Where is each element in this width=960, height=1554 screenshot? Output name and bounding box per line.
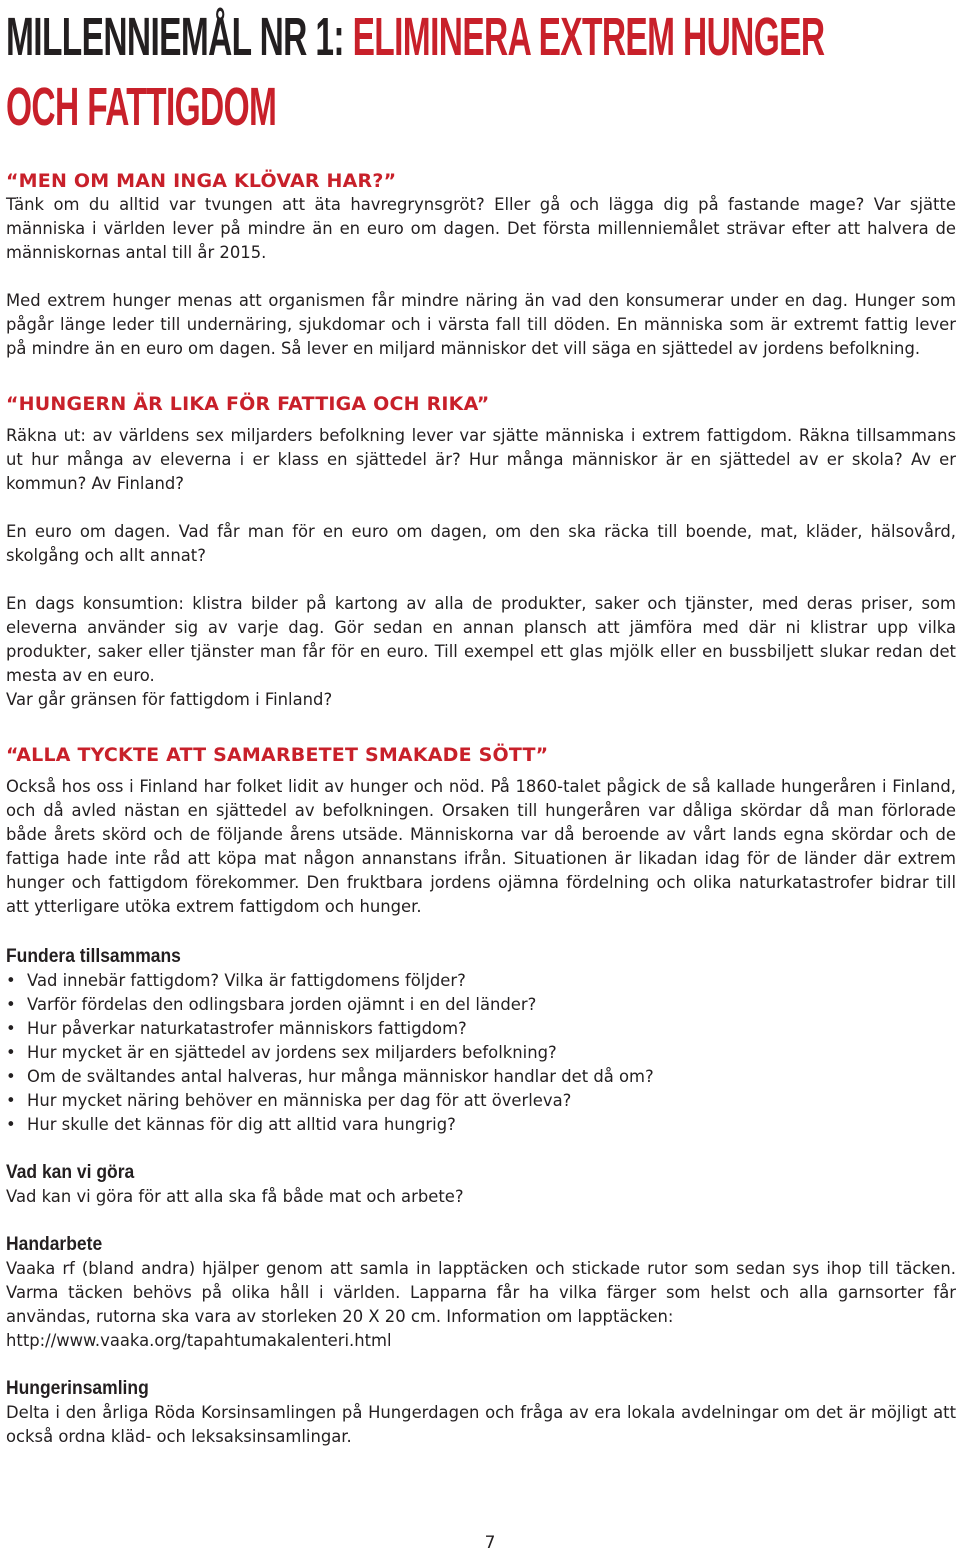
paragraph-handarbete: Vaaka rf (bland andra) hjälper genom att samla in lapptäcken och stickade rutor som sedan sys ihop till täcken. Varma täcken behövs på olika håll i världen. Lapparna får ha vilka färger som helst och alla garnsorter får användas, rutorna ska vara av storleken 20 X 20 cm. Information om lapptäcken: [6, 1259, 956, 1326]
paragraph-gransen: Var går gränsen för fattigdom i Finland? [6, 690, 333, 709]
list-item-text: Hur skulle det kännas för dig att alltid vara hungrig? [27, 1115, 456, 1134]
bullet-icon: • [6, 995, 16, 1014]
section-heading-samarbetet: “ALLA TYCKTE ATT SAMARBETET SMAKADE SÖTT” [6, 744, 549, 766]
list-item-text: Om de svältandes antal halveras, hur många människor handlar det då om? [27, 1067, 654, 1086]
list-item-text: Hur mycket är en sjättedel av jordens sex miljarders befolkning? [27, 1043, 557, 1062]
paragraph-en-euro: En euro om dagen. Vad får man för en euro om dagen, om den ska räcka till boende, mat, kläder, hälsovård, skolgång och allt annat? [6, 522, 956, 565]
section-heading-hungern: “HUNGERN ÄR LIKA FÖR FATTIGA OCH RIKA” [6, 393, 490, 415]
list-item [6, 993, 956, 1017]
page-title [6, 0, 960, 142]
list-item-text: Hur mycket näring behöver en människa per dag för att överleva? [27, 1091, 572, 1110]
title-highlight-line2: OCH FATTIGDOM [6, 77, 277, 137]
bullet-icon: • [6, 1091, 16, 1110]
heading-fundera: Fundera tillsammans [6, 946, 181, 967]
paragraph-vad-kan: Vad kan vi göra för att alla ska få både mat och arbete? [6, 1187, 464, 1206]
paragraph-rakna-ut: Räkna ut: av världens sex miljarders befolkning lever var sjätte människa i extrem fattigdom. Räkna tillsammans ut hur många av eleverna i er klass en sjättedel är? Hur många människor är en sjättedel av er skola? Av er kommun? Av Finland? [6, 426, 956, 493]
bullet-icon: • [6, 1067, 16, 1086]
list-item [6, 1017, 956, 1041]
bullet-icon: • [6, 971, 16, 990]
heading-handarbete: Handarbete [6, 1234, 103, 1255]
bullet-icon: • [6, 1019, 16, 1038]
bullet-icon: • [6, 1043, 16, 1062]
heading-hungerinsamling: Hungerinsamling [6, 1378, 149, 1399]
paragraph-extrem-hunger: Med extrem hunger menas att organismen får mindre näring än vad den konsumerar under en dag. Hunger som pågår länge leder till undernäring, sjukdomar och i värsta fall till döden. En människa som är extremt fattig lever på mindre än en euro om dagen. Så lever en miljard människor det vill säga en sjättedel av jordens befolkning. [6, 291, 956, 358]
page-number: 7 [484, 1533, 496, 1553]
heading-vad-kan-vi-gora: Vad kan vi göra [6, 1162, 135, 1183]
paragraph-hungeraren: Också hos oss i Finland har folket lidit av hunger och nöd. På 1860-talet pågick de så kallade hungeråren i Finland, och då avled nästan en sjättedel av befolkningen. Orsaken till hungeråren var dåliga skördar då man förlorade både årets skörd och de följande årens utsäde. Människorna var då beroende av vårt lands egna skördar och de fattiga hade inte råd att köpa mat någon annanstans ifrån. Situationen är likadan idag för de länder där extrem hunger och fattigdom förekommer. Den fruktbara jordens ojämna fördelning och olika naturkatastrofer bidrar till att ytterligare utöka extrem fattigdom och hunger. [6, 777, 956, 916]
vaaka-link[interactable]: http://www.vaaka.org/tapahtumakalenteri.html [6, 1331, 392, 1350]
list-item [6, 1065, 956, 1089]
list-item [6, 1113, 956, 1137]
title-prefix: MILLENNIEMÅL NR 1: [6, 7, 353, 67]
title-highlight-line1: ELIMINERA EXTREM HUNGER [352, 7, 825, 67]
paragraph-konsumtion: En dags konsumtion: klistra bilder på kartong av alla de produkter, saker och tjänster, med deras priser, som eleverna använder sig av varje dag. Gör sedan en annan plansch att jämföra med där ni klistrar upp vilka produkter, saker eller tjänster man får för en euro. Till exempel ett glas mjölk eller en bussbiljett slukar redan det mesta av en euro. [6, 594, 956, 685]
list-item-text: Hur påverkar naturkatastrofer människors fattigdom? [27, 1019, 467, 1038]
document-page [6, 0, 956, 1449]
bullet-icon: • [6, 1115, 16, 1134]
list-item [6, 1089, 956, 1113]
list-item-text: Vad innebär fattigdom? Vilka är fattigdomens följder? [27, 971, 466, 990]
list-item [6, 1041, 956, 1065]
list-item-text: Varför fördelas den odlingsbara jorden ojämnt i en del länder? [27, 995, 537, 1014]
section-heading-klovar: “MEN OM MAN INGA KLÖVAR HAR?” [6, 170, 397, 192]
paragraph-hungerinsamling: Delta i den årliga Röda Korsinsamlingen på Hungerdagen och fråga av era lokala avdelningar om det är möjligt att också ordna kläd- och leksaksinsamlingar. [6, 1403, 956, 1446]
list-item [6, 969, 956, 993]
paragraph-intro: Tänk om du alltid var tvungen att äta havregrynsgröt? Eller gå och lägga dig på fastande mage? Var sjätte människa i världen lever på mindre än en euro om dagen. Det första millenniemålet strävar efter att halvera de människornas antal till år 2015. [6, 195, 956, 262]
discussion-list [6, 969, 956, 1137]
